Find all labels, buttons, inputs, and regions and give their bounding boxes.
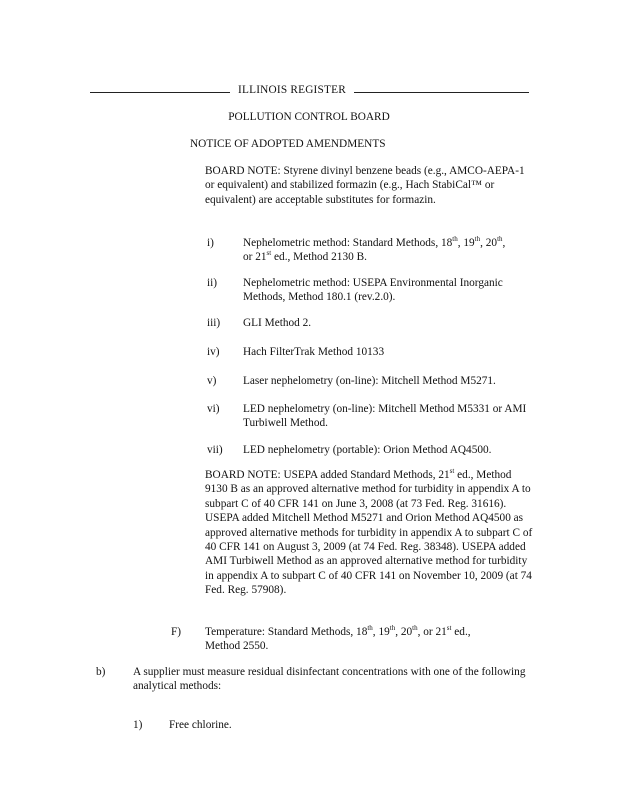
- item-number: 1): [133, 719, 143, 731]
- item-text: Temperature: Standard Methods, 18th, 19th, 20th, or 21st ed., Method 2550.: [205, 624, 471, 653]
- item-text: GLI Method 2.: [243, 317, 312, 329]
- item-text: A supplier must measure residual disinfectant concentrations with one of the following analytical methods:: [133, 666, 526, 693]
- board-note-1: BOARD NOTE: Styrene divinyl benzene beads (e.g., AMCO-AEPA-1 or equivalent) and stabilized formazin (e.g., Hach StabiCal™ or equivalent) are acceptable substitutes for formazin.: [205, 165, 525, 206]
- item-text: Free chlorine.: [169, 719, 232, 731]
- item-number: iii): [207, 317, 221, 329]
- header-rule-right: [354, 92, 529, 93]
- notice-title: NOTICE OF ADOPTED AMENDMENTS: [190, 138, 386, 150]
- item-text: Hach FilterTrak Method 10133: [243, 346, 385, 358]
- header-rule-left: [90, 92, 230, 93]
- register-title: ILLINOIS REGISTER: [238, 84, 346, 96]
- item-text: LED nephelometry (on-line): Mitchell Method M5331 or AMI Turbiwell Method.: [243, 403, 527, 430]
- item-number: vi): [207, 403, 220, 415]
- item-number: i): [207, 237, 214, 249]
- board-title: POLLUTION CONTROL BOARD: [228, 111, 390, 123]
- item-text: Nephelometric method: Standard Methods, 18th, 19th, 20th, or 21st ed., Method 2130 B.: [243, 235, 506, 264]
- item-number: iv): [207, 346, 220, 358]
- item-text: Nephelometric method: USEPA Environmental Inorganic Methods, Method 180.1 (rev.2.0).: [243, 277, 503, 304]
- item-text: LED nephelometry (portable): Orion Method AQ4500.: [243, 444, 492, 456]
- item-number: v): [207, 375, 217, 387]
- item-number: vii): [207, 444, 223, 456]
- item-number: F): [171, 626, 182, 638]
- item-number: b): [96, 666, 106, 678]
- item-number: ii): [207, 277, 218, 289]
- item-text: Laser nephelometry (on-line): Mitchell Method M5271.: [243, 375, 496, 387]
- board-note-2: BOARD NOTE: USEPA added Standard Methods, 21st ed., Method 9130 B as an approved alternative method for turbidity in appendix A to subpart C of 40 CFR 141 on June 3, 2008 (at 73 Fed. Reg. 31616). USEPA added Mitchell Method M5271 and Orion Method AQ4500 as approved alternative methods for turbidity in appendix A to subpart C of 40 CFR 141 on August 3, 2009 (at 74 Fed. Reg. 38348). USEPA added AMI Turbiwell Method as an approved alternative method for turbidity in appendix A to subpart C of 40 CFR 141 on November 10, 2009 (at 74 Fed. Reg. 57908).: [205, 467, 533, 597]
